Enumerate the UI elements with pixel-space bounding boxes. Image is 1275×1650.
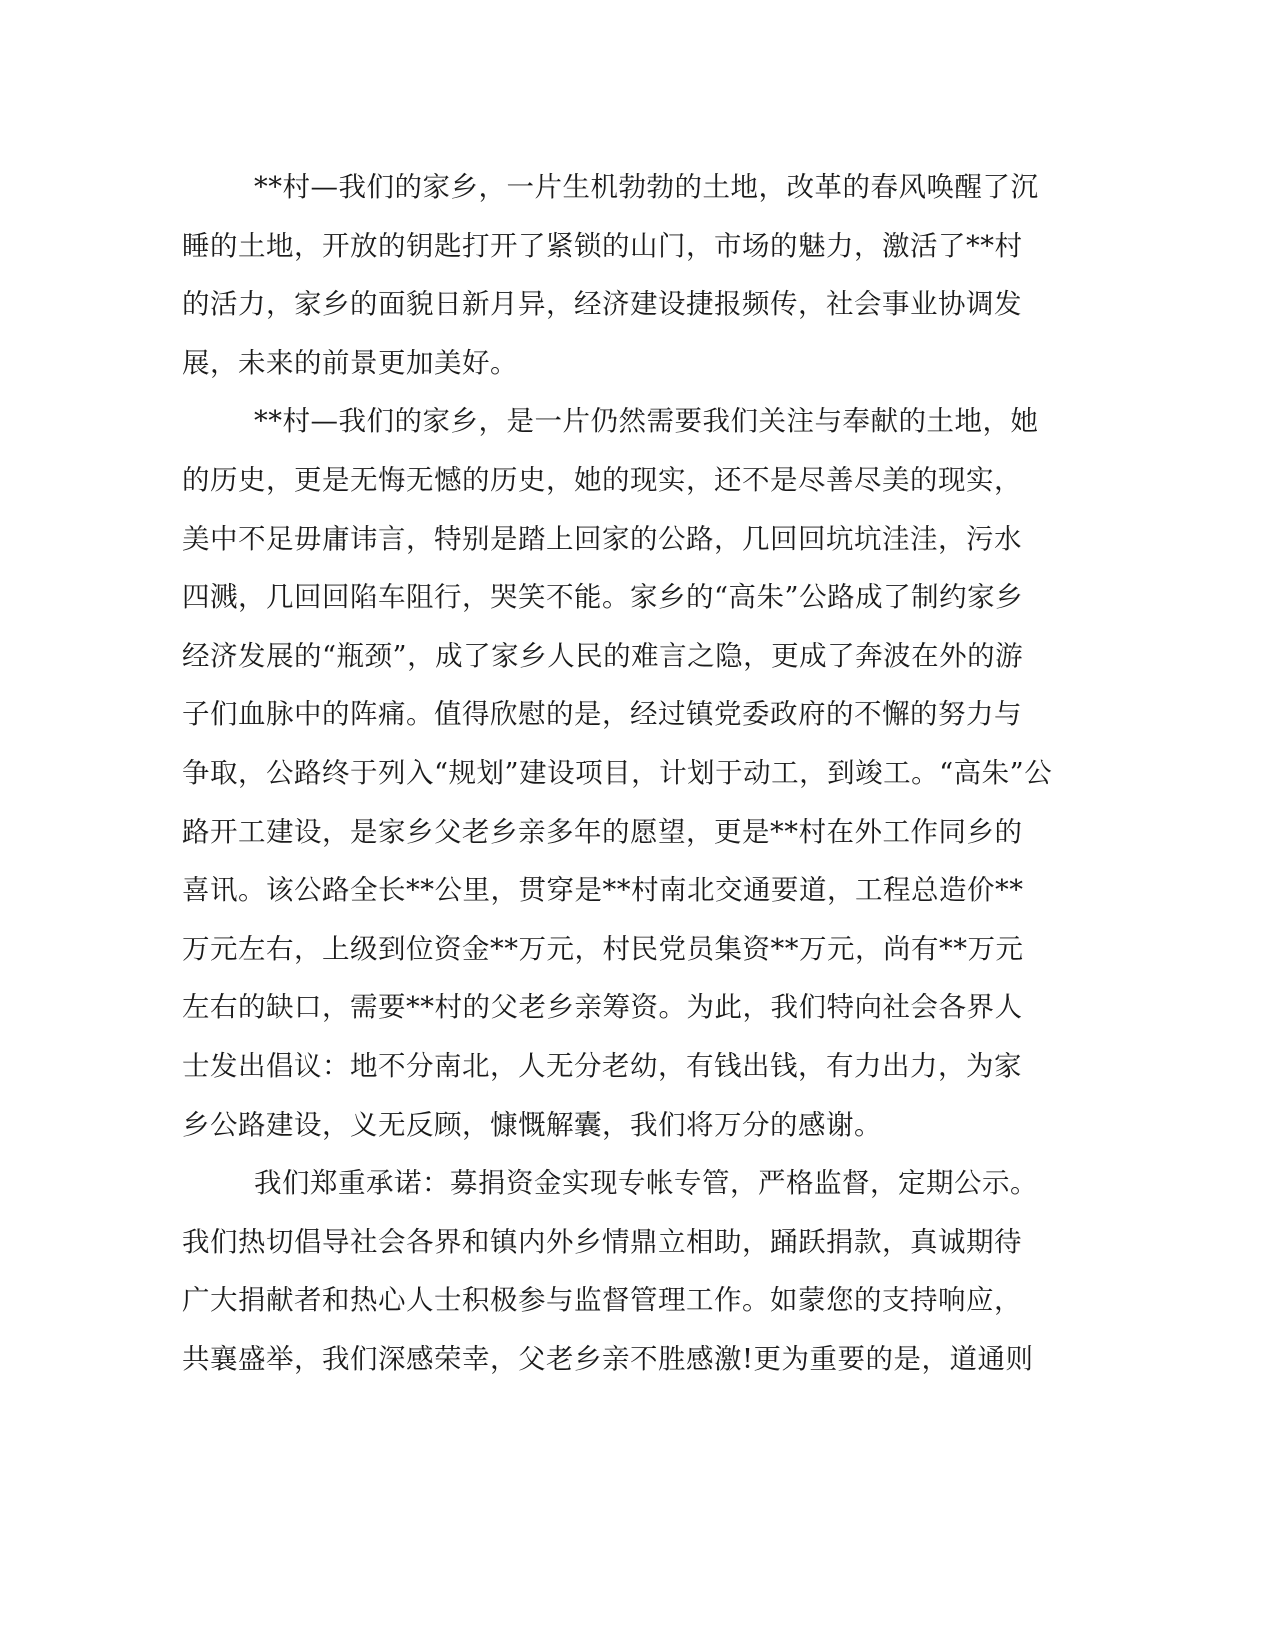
text-line: 子们血脉中的阵痛。值得欣慰的是，经过镇党委政府的不懈的努力与 [182, 698, 1022, 731]
text-line: **村—我们的家乡，一片生机勃勃的土地，改革的春风唤醒了沉 [254, 171, 1039, 203]
text-line: 睡的土地，开放的钥匙打开了紧锁的山门，市场的魅力，激活了**村 [182, 229, 1023, 262]
text-line: 左右的缺口，需要**村的父老乡亲筹资。为此，我们特向社会各界人 [182, 991, 1023, 1024]
text-line: 广大捐献者和热心人士积极参与监督管理工作。如蒙您的支持响应， [182, 1284, 1022, 1317]
text-line: 四溅，几回回陷车阻行，哭笑不能。家乡的“高朱”公路成了制约家乡 [182, 581, 1024, 614]
text-line: 万元左右，上级到位资金**万元，村民党员集资**万元，尚有**万元 [182, 932, 1024, 965]
text-line: 争取，公路终于列入“规划”建设项目，计划于动工，到竣工。“高朱”公 [182, 756, 1053, 789]
text-line: 的活力，家乡的面貌日新月异，经济建设捷报频传，社会事业协调发 [182, 288, 1022, 321]
text-line: 美中不足毋庸讳言，特别是踏上回家的公路，几回回坑坑洼洼，污水 [182, 522, 1022, 555]
paragraph-2 [182, 392, 1052, 1154]
paragraph-3 [182, 1154, 1052, 1388]
text-line: 路开工建设，是家乡父老乡亲多年的愿望，更是**村在外工作同乡的 [182, 815, 1023, 848]
text-line: 我们郑重承诺：募捐资金实现专帐专管，严格监督，定期公示。 [254, 1167, 1038, 1200]
text-line: **村—我们的家乡，是一片仍然需要我们关注与奉献的土地，她 [254, 405, 1039, 438]
text-line: 喜讯。该公路全长**公里，贯穿是**村南北交通要道，工程总造价** [182, 874, 1024, 907]
document-body [182, 158, 1052, 1388]
text-line: 我们热切倡导社会各界和镇内外乡情鼎立相助，踊跃捐款，真诚期待 [182, 1225, 1022, 1258]
text-line: 共襄盛举，我们深感荣幸，父老乡亲不胜感激!更为重要的是，道通则 [182, 1342, 1034, 1375]
text-line: 乡公路建设，义无反顾，慷慨解囊，我们将万分的感谢。 [182, 1108, 882, 1141]
text-line: 展，未来的前景更加美好。 [182, 346, 518, 379]
text-line: 的历史，更是无悔无憾的历史，她的现实，还不是尽善尽美的现实， [182, 463, 1022, 496]
paragraph-1 [182, 158, 1052, 392]
text-line: 士发出倡议：地不分南北，人无分老幼，有钱出钱，有力出力，为家 [182, 1049, 1022, 1082]
text-line: 经济发展的“瓶颈”，成了家乡人民的难言之隐，更成了奔波在外的游 [182, 639, 1024, 672]
